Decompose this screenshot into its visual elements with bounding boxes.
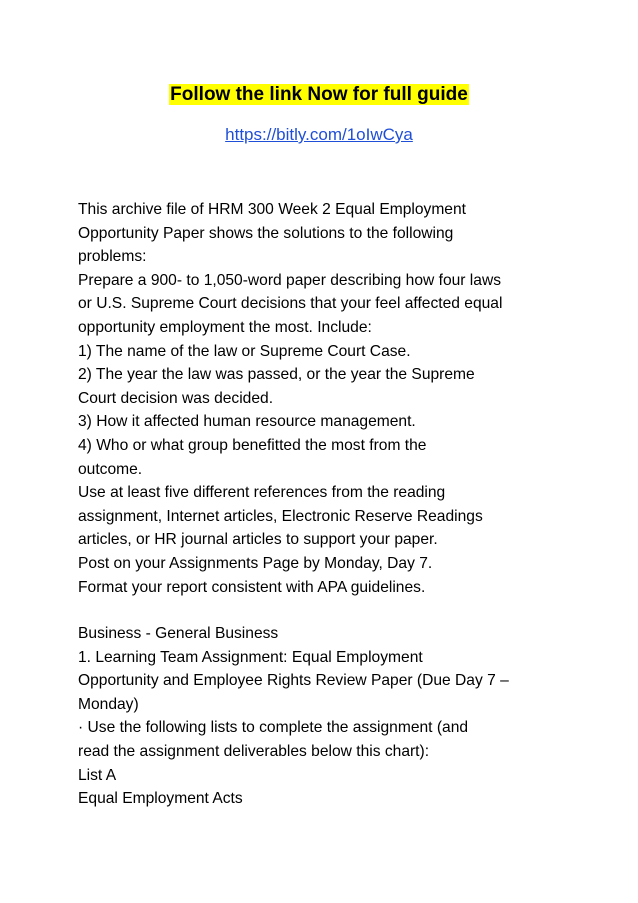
text-line: 1) The name of the law or Supreme Court Case. bbox=[78, 342, 411, 360]
promo-headline bbox=[0, 82, 638, 108]
text-line: 1. Learning Team Assignment: Equal Employment bbox=[78, 648, 423, 666]
text-line: Opportunity Paper shows the solutions to the following bbox=[78, 224, 454, 242]
text-line: Use at least five different references from the reading bbox=[78, 484, 446, 502]
text-line: outcome. bbox=[78, 460, 143, 478]
text-line: Court decision was decided. bbox=[78, 389, 274, 407]
text-line: Equal Employment Acts bbox=[78, 790, 243, 808]
text-line: opportunity employment the most. Include: bbox=[78, 318, 372, 336]
text-line: Prepare a 900- to 1,050-word paper describing how four laws bbox=[78, 271, 502, 289]
text-line: Post on your Assignments Page by Monday, Day 7. bbox=[78, 554, 433, 572]
text-line: Monday) bbox=[78, 695, 139, 713]
text-line: This archive file of HRM 300 Week 2 Equal Employment bbox=[78, 201, 466, 218]
text-line: Opportunity and Employee Rights Review Paper (Due Day 7 – bbox=[78, 672, 509, 690]
text-line: · Use the following lists to complete the assignment (and bbox=[78, 719, 469, 737]
text-line: 4) Who or what group benefitted the most from the bbox=[78, 436, 427, 454]
text-line: 3) How it affected human resource management. bbox=[78, 413, 416, 431]
text-line: assignment, Internet articles, Electronic Reserve Readings bbox=[78, 507, 483, 525]
highlighted-headline-text: Follow the link Now for full guide bbox=[170, 84, 468, 105]
text-line: problems: bbox=[78, 248, 147, 266]
text-line: read the assignment deliverables below this chart): bbox=[78, 742, 430, 760]
assignment-description bbox=[78, 198, 578, 599]
learning-team-assignment bbox=[78, 622, 578, 811]
text-line: List A bbox=[78, 766, 117, 784]
text-line: articles, or HR journal articles to support your paper. bbox=[78, 531, 438, 549]
text-line: 2) The year the law was passed, or the year the Supreme bbox=[78, 366, 475, 384]
text-line: Format your report consistent with APA guidelines. bbox=[78, 578, 426, 596]
text-line: Business - General Business bbox=[78, 625, 279, 642]
guide-link[interactable]: https://bitly.com/1oIwCya bbox=[225, 125, 413, 144]
text-line: or U.S. Supreme Court decisions that your feel affected equal bbox=[78, 295, 503, 313]
